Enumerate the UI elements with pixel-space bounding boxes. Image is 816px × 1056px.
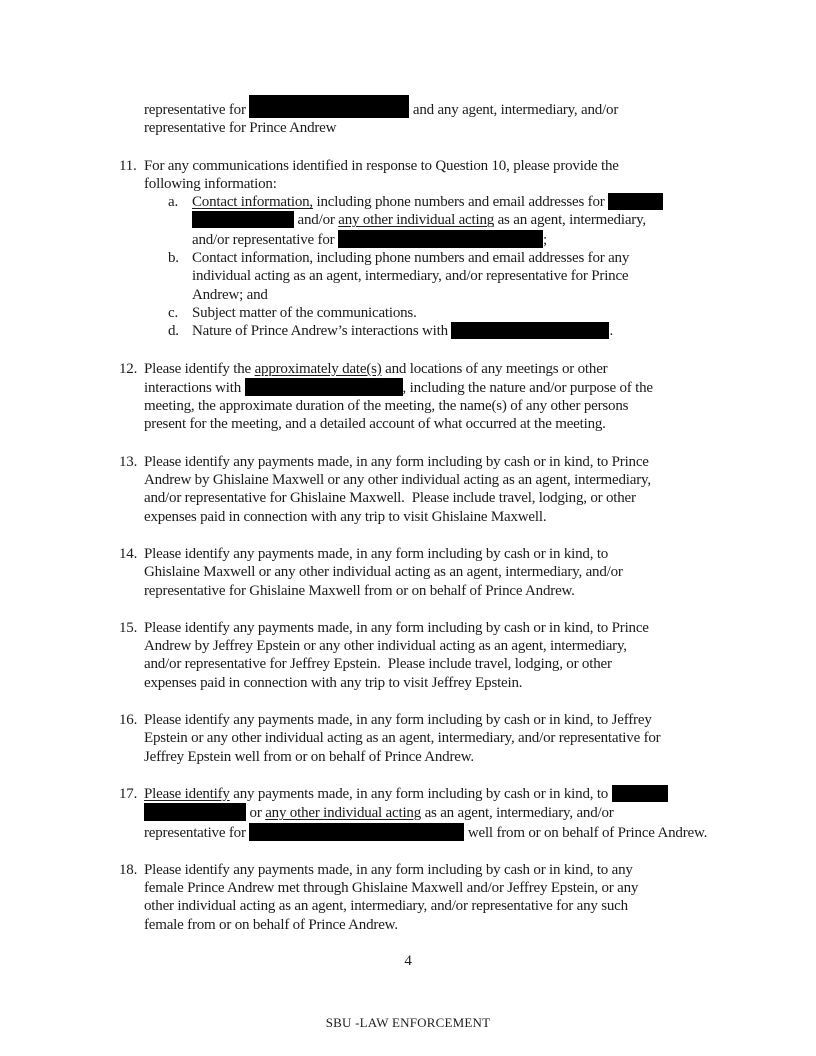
document-line (144, 563, 744, 581)
document-line (144, 803, 744, 822)
text-segment: and/or representative for Jeffrey Epstein. Please include travel, lodging, or other (144, 656, 612, 673)
sub-item (168, 193, 744, 249)
item-body (144, 453, 744, 526)
document-line (144, 471, 744, 489)
text-segment: Nature of Prince Andrew’s interactions with (192, 323, 452, 340)
item-number: 14. (119, 545, 138, 562)
document-line (192, 249, 744, 267)
document-line (144, 378, 744, 397)
document-line (192, 211, 744, 229)
document-line (144, 619, 744, 637)
item-number: 12. (119, 360, 138, 377)
text-segment: ; (542, 231, 547, 248)
item-body (144, 157, 744, 341)
document-line (192, 286, 744, 304)
text-segment: Please identify any payments made, in any form including by cash or in kind, to Jeffrey (144, 712, 652, 729)
redaction-box (144, 803, 246, 821)
page-number: 4 (404, 953, 412, 969)
sub-item-letter: a. (168, 194, 179, 211)
text-segment: For any communications identified in response to Question 10, please provide the (144, 157, 619, 174)
text-segment: individual acting as an agent, intermediary, and/or representative for Prince (192, 268, 629, 285)
document-line (192, 230, 744, 249)
document-line (144, 489, 744, 507)
text-segment: and locations of any meetings or other (381, 360, 608, 377)
document-line (144, 453, 744, 471)
text-segment: Epstein or any other individual acting as an agent, intermediary, and/or representative for (144, 730, 661, 747)
document-line (144, 157, 744, 175)
text-segment: Please identify any payments made, in any form including by cash or in kind, to any (144, 861, 633, 878)
item-body (144, 619, 744, 692)
item-body (144, 95, 744, 138)
redaction-box (192, 211, 294, 228)
text-segment: meeting, the approximate duration of the meeting, the name(s) of any other persons (144, 398, 629, 415)
text-segment: Jeffrey Epstein well from or on behalf of Prince Andrew. (144, 748, 474, 765)
underlined-text: Contact information, (192, 194, 313, 211)
document-line (192, 304, 744, 322)
item-body (144, 360, 744, 434)
item-number: 17. (119, 785, 138, 802)
sub-item-body (192, 304, 744, 322)
text-segment: as an agent, intermediary, and/or (421, 805, 614, 822)
text-segment: representative for Ghislaine Maxwell from or on behalf of Prince Andrew. (144, 582, 575, 599)
redaction-box (608, 193, 663, 210)
numbered-item (119, 619, 744, 692)
sub-item-letter: b. (168, 250, 179, 267)
document-line (144, 582, 744, 600)
sub-item (168, 249, 744, 304)
document-line (144, 861, 744, 879)
text-segment: female from or on behalf of Prince Andrew. (144, 916, 398, 933)
document-line (144, 545, 744, 563)
document-line (144, 916, 744, 934)
text-segment: representative for (144, 824, 250, 841)
underlined-text: any other individual acting (338, 212, 495, 229)
numbered-item (119, 711, 744, 766)
text-segment: female Prince Andrew met through Ghislaine Maxwell and/or Jeffrey Epstein, or any (144, 880, 639, 897)
document-body (119, 95, 744, 953)
text-segment: Please identify any payments made, in any form including by cash or in kind, to Prince (144, 453, 649, 470)
text-segment: other individual acting as an agent, intermediary, and/or representative for any such (144, 898, 628, 915)
text-segment: any payments made, in any form including by cash or in kind, to (229, 785, 612, 802)
sub-item-body (192, 249, 744, 304)
text-segment: including phone numbers and email addresses for (312, 194, 609, 211)
paragraph-continuation (119, 95, 744, 138)
document-line (144, 175, 744, 193)
document-line (144, 637, 744, 655)
item-number (119, 95, 144, 138)
text-segment: , including the nature and/or purpose of the (402, 379, 653, 396)
document-line (192, 193, 744, 211)
numbered-item (119, 545, 744, 600)
document-line (144, 823, 744, 842)
redaction-box (245, 378, 403, 396)
text-segment: present for the meeting, and a detailed account of what occurred at the meeting. (144, 416, 606, 433)
text-segment: Andrew by Jeffrey Epstein or any other individual acting as an agent, intermediary, (144, 638, 627, 655)
text-segment: and/or (294, 212, 339, 229)
sub-item-body (192, 322, 744, 340)
text-segment: Contact information, including phone numbers and email addresses for any (192, 250, 630, 267)
sub-item (168, 322, 744, 340)
redaction-box (338, 230, 543, 248)
sub-item-letter: c. (168, 304, 179, 321)
document-line (144, 655, 744, 673)
text-segment: Please identify the (144, 360, 255, 377)
document-line (144, 729, 744, 747)
text-segment: . (609, 323, 614, 340)
redaction-box (451, 322, 609, 339)
text-segment: and/or representative for (192, 231, 338, 248)
document-line (144, 95, 744, 119)
text-segment: Subject matter of the communications. (192, 304, 417, 321)
redaction-box (249, 95, 409, 118)
item-body (144, 711, 744, 766)
text-segment: interactions with (144, 379, 245, 396)
numbered-item (119, 785, 744, 842)
text-segment: as an agent, intermediary, (494, 212, 646, 229)
text-segment: expenses paid in connection with any trip to visit Ghislaine Maxwell. (144, 508, 547, 525)
underlined-text: approximately date(s) (254, 360, 382, 377)
item-number: 16. (119, 712, 138, 729)
text-segment: well from or on behalf of Prince Andrew. (464, 824, 708, 841)
item-body (144, 785, 744, 842)
text-segment: representative for Prince Andrew (144, 120, 337, 137)
redaction-box (249, 823, 464, 841)
document-line (144, 748, 744, 766)
item-body (144, 861, 744, 934)
text-segment: Please identify any payments made, in any form including by cash or in kind, to (144, 545, 609, 562)
text-segment: Andrew; and (192, 286, 268, 303)
document-line (144, 674, 744, 692)
document-line (144, 711, 744, 729)
text-segment: Andrew by Ghislaine Maxwell or any other individual acting as an agent, intermediary, (144, 472, 651, 489)
sub-item (168, 304, 744, 322)
document-line (192, 267, 744, 285)
numbered-item (119, 360, 744, 434)
text-segment: Please identify any payments made, in any form including by cash or in kind, to Prince (144, 619, 649, 636)
document-line (144, 879, 744, 897)
item-number: 18. (119, 861, 138, 878)
text-segment: following information: (144, 175, 277, 192)
text-segment: representative for (144, 102, 250, 118)
item-number: 11. (119, 157, 137, 174)
classification-footer: SBU -LAW ENFORCEMENT (325, 1015, 491, 1030)
redaction-box (612, 785, 668, 802)
numbered-item (119, 157, 744, 341)
item-number: 13. (119, 453, 138, 470)
document-line (144, 508, 744, 526)
document-line (144, 119, 744, 137)
text-segment: or (246, 805, 266, 822)
text-segment: and any agent, intermediary, and/or (409, 102, 619, 118)
text-segment: expenses paid in connection with any trip to visit Jeffrey Epstein. (144, 674, 523, 691)
sub-item-letter: d. (168, 323, 179, 340)
document-line (144, 415, 744, 433)
document-line (144, 360, 744, 378)
item-number: 15. (119, 619, 138, 636)
numbered-item (119, 453, 744, 526)
document-line (144, 897, 744, 915)
document-line (192, 322, 744, 340)
document-line (144, 785, 744, 803)
text-segment: and/or representative for Ghislaine Maxwell. Please include travel, lodging, or other (144, 490, 636, 507)
underlined-text: Please identify (144, 785, 230, 802)
sub-item-body (192, 193, 744, 249)
item-body (144, 545, 744, 600)
underlined-text: any other individual acting (265, 805, 422, 822)
text-segment: Ghislaine Maxwell or any other individual acting as an agent, intermediary, and/or (144, 564, 623, 581)
document-line (144, 397, 744, 415)
numbered-item (119, 861, 744, 934)
